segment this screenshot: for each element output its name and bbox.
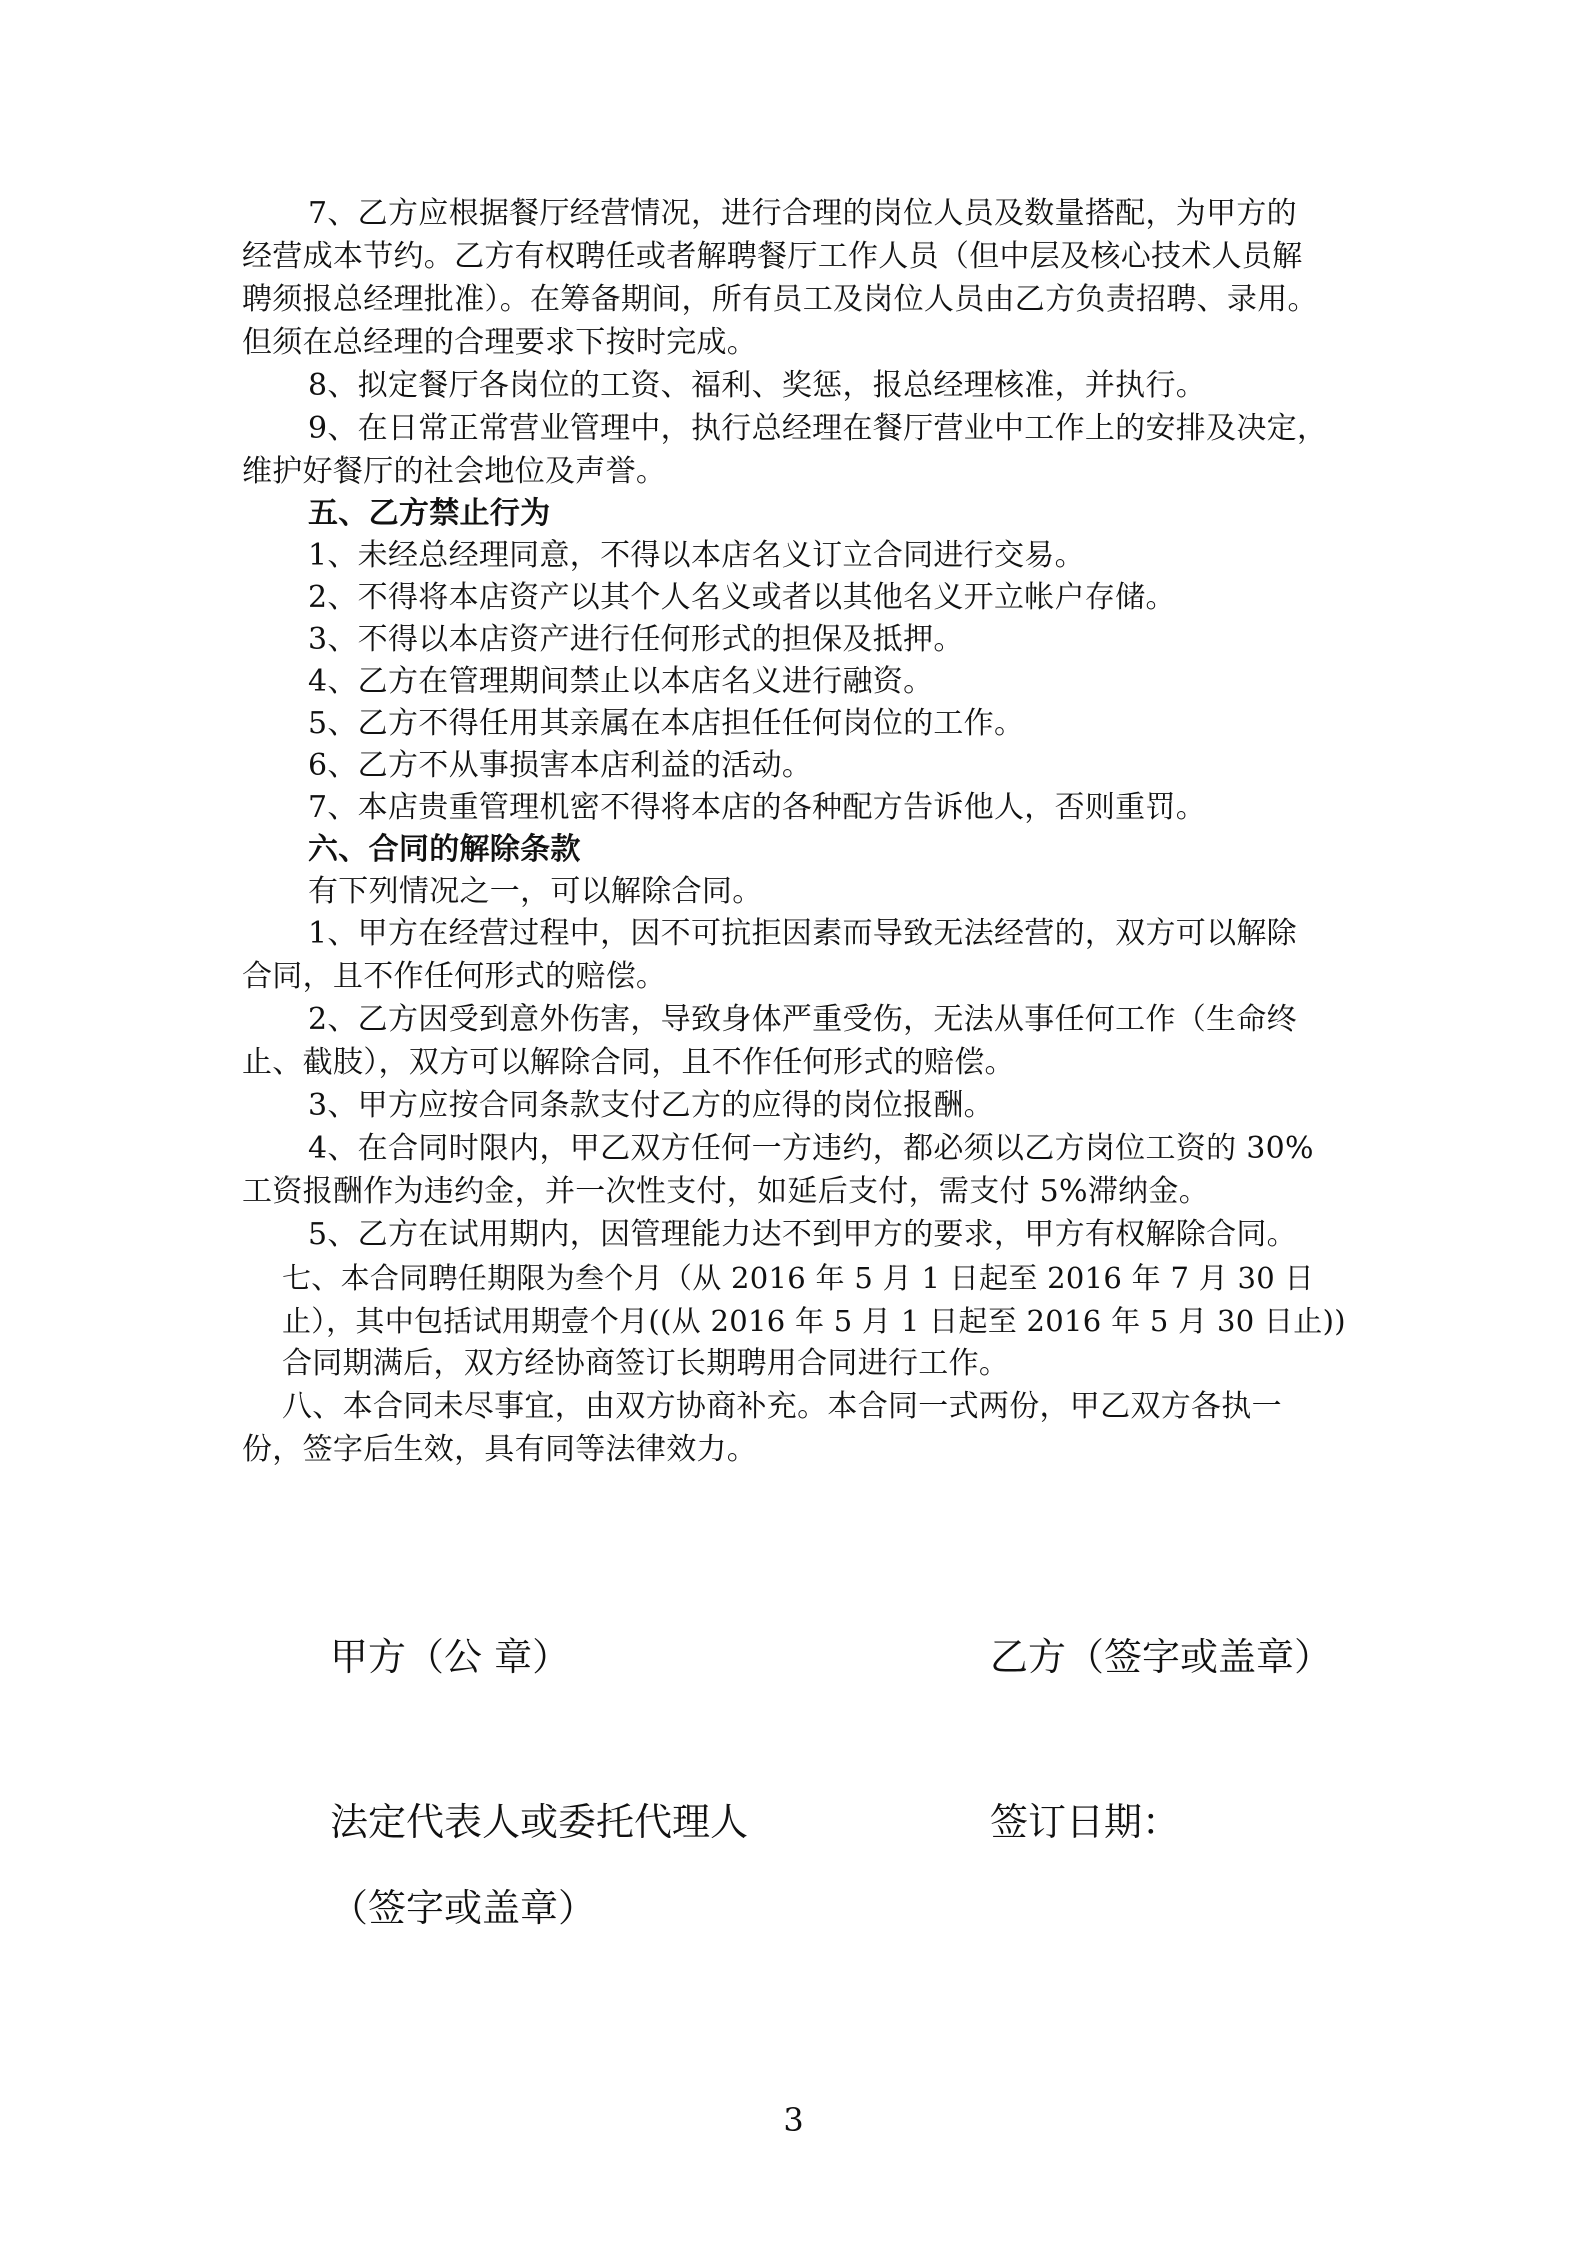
termination-2-line-1: 2、乙方因受到意外伤害，导致身体严重受伤，无法从事任何工作（生命终 <box>308 1002 1297 1037</box>
prohibition-2: 2、不得将本店资产以其个人名义或者以其他名义开立帐户存储。 <box>308 580 1176 615</box>
clause-7-line-4: 但须在总经理的合理要求下按时完成。 <box>242 325 758 360</box>
clause-7-line-1: 7、乙方应根据餐厅经营情况，进行合理的岗位人员及数量搭配，为甲方的 <box>308 196 1297 231</box>
section-7-line-2: 止），其中包括试用期壹个月((从 2016 年 5 月 1 日起至 2016 年 5 月 30 日止)) <box>282 1304 1346 1338</box>
clause-7-line-2: 经营成本节约。乙方有权聘任或者解聘餐厅工作人员（但中层及核心技术人员解 <box>242 239 1303 274</box>
prohibition-4: 4、乙方在管理期间禁止以本店名义进行融资。 <box>308 664 934 699</box>
section-5-heading: 五、乙方禁止行为 <box>308 496 551 531</box>
representative-sign-note: （签字或盖章） <box>330 1886 597 1930</box>
prohibition-3: 3、不得以本店资产进行任何形式的担保及抵押。 <box>308 622 964 657</box>
clause-9-line-2: 维护好餐厅的社会地位及声誉。 <box>242 454 667 489</box>
section-6-heading: 六、合同的解除条款 <box>308 832 581 867</box>
termination-5: 5、乙方在试用期内，因管理能力达不到甲方的要求，甲方有权解除合同。 <box>308 1217 1297 1252</box>
party-b-signature-label: 乙方（签字或盖章） <box>990 1635 1333 1679</box>
prohibition-7: 7、本店贵重管理机密不得将本店的各种配方告诉他人，否则重罚。 <box>308 790 1207 825</box>
sign-date-label: 签订日期： <box>990 1800 1181 1844</box>
prohibition-1: 1、未经总经理同意，不得以本店名义订立合同进行交易。 <box>308 538 1085 573</box>
termination-2-line-2: 止、截肢），双方可以解除合同，且不作任何形式的赔偿。 <box>242 1045 1015 1080</box>
clause-7-line-3: 聘须报总经理批准）。在筹备期间，所有员工及岗位人员由乙方负责招聘、录用。 <box>242 282 1318 317</box>
termination-3: 3、甲方应按合同条款支付乙方的应得的岗位报酬。 <box>308 1088 994 1123</box>
party-a-seal-label: 甲方（公 章） <box>330 1635 571 1679</box>
prohibition-6: 6、乙方不从事损害本店利益的活动。 <box>308 748 813 783</box>
termination-intro: 有下列情况之一，可以解除合同。 <box>308 874 763 909</box>
section-8-line-1: 八、本合同未尽事宜，由双方协商补充。本合同一式两份，甲乙双方各执一 <box>282 1389 1282 1424</box>
prohibition-5: 5、乙方不得任用其亲属在本店担任任何岗位的工作。 <box>308 706 1025 741</box>
section-7-line-1: 七、本合同聘任期限为叁个月（从 2016 年 5 月 1 日起至 2016 年 7 月 30 日 <box>282 1261 1314 1295</box>
termination-1-line-2: 合同，且不作任何形式的赔偿。 <box>242 959 667 994</box>
page-number: 3 <box>783 2101 804 2139</box>
clause-8: 8、拟定餐厅各岗位的工资、福利、奖惩，报总经理核准，并执行。 <box>308 368 1207 403</box>
section-8-line-2: 份，签字后生效，具有同等法律效力。 <box>242 1432 758 1467</box>
termination-1-line-1: 1、甲方在经营过程中，因不可抗拒因素而导致无法经营的，双方可以解除 <box>308 916 1297 951</box>
termination-4-line-2: 工资报酬作为违约金，并一次性支付，如延后支付，需支付 5%滞纳金。 <box>242 1174 1210 1209</box>
clause-9-line-1: 9、在日常正常营业管理中，执行总经理在餐厅营业中工作上的安排及决定， <box>308 411 1328 446</box>
termination-4-line-1: 4、在合同时限内，甲乙双方任何一方违约，都必须以乙方岗位工资的 30% <box>308 1131 1314 1166</box>
representative-label: 法定代表人或委托代理人 <box>330 1800 749 1844</box>
section-7-line-3: 合同期满后，双方经协商签订长期聘用合同进行工作。 <box>282 1346 1010 1381</box>
